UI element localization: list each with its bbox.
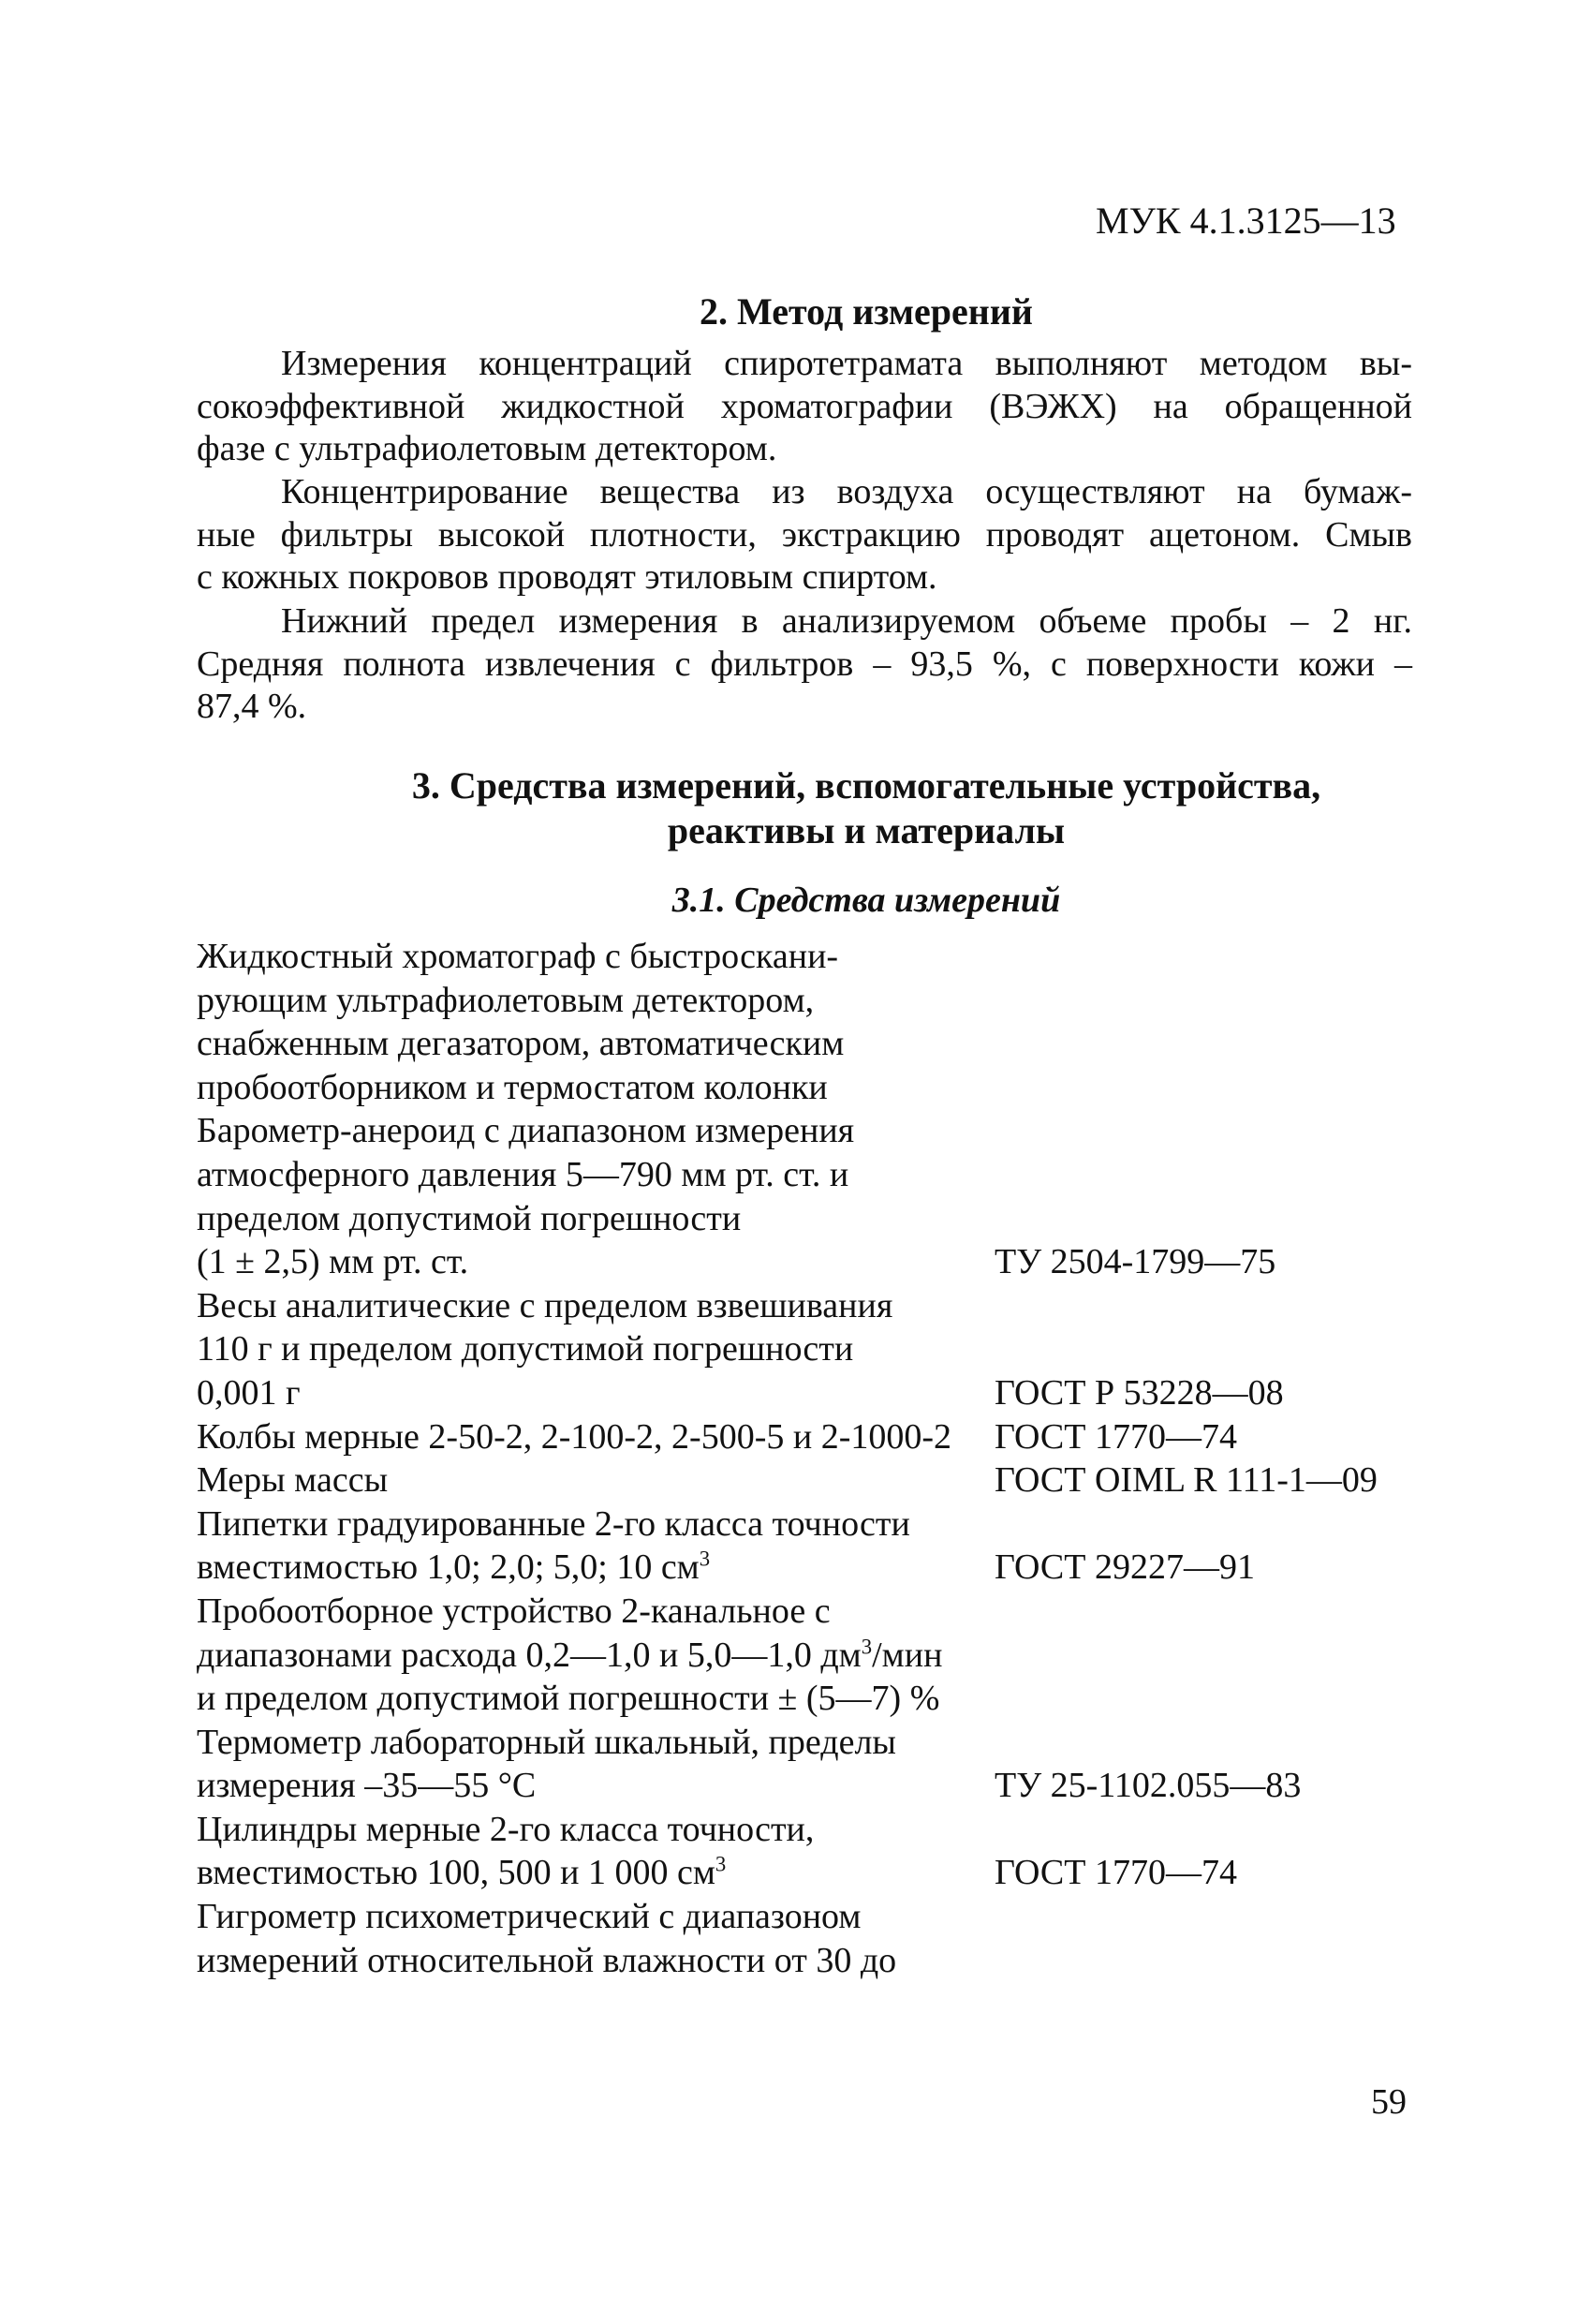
paragraph-line: с кожных покровов проводят этиловым спиртом. <box>197 557 937 597</box>
instrument-description <box>197 1109 995 1153</box>
section-2-title: 2. Метод измерений <box>700 290 1033 333</box>
standard-reference <box>995 1197 1452 1241</box>
paragraph-line: Средняя полнота извлечения с фильтров – 93,5 %, с поверхности кожи – <box>197 644 1412 684</box>
instrument-description-text: снабженным дегазатором, автоматическим <box>197 1024 845 1064</box>
instrument-description <box>197 1022 995 1066</box>
instrument-description-text: 0,001 г <box>197 1372 301 1413</box>
instrument-description <box>197 1634 995 1678</box>
instrument-description-text: вместимостью 1,0; 2,0; 5,0; 10 см <box>197 1547 700 1588</box>
instrument-description <box>197 1153 995 1197</box>
superscript-exponent: 3 <box>861 1634 873 1658</box>
standard-reference <box>995 1066 1452 1110</box>
paragraph-line: ные фильтры высокой плотности, экстракцию проводят ацетоном. Смыв <box>197 514 1412 555</box>
instrument-description <box>197 1721 995 1765</box>
instrument-description-text: Термометр лабораторный шкальный, пределы <box>197 1722 896 1762</box>
instrument-description-text: Пипетки градуированные 2-го класса точности <box>197 1503 910 1544</box>
instrument-description-text: Пробоотборное устройство 2-канальное с <box>197 1591 831 1631</box>
document-code: МУК 4.1.3125—13 <box>1096 200 1396 242</box>
instrument-description-text: атмосферного давления 5—790 мм рт. ст. и <box>197 1154 849 1194</box>
instrument-description <box>197 1415 995 1459</box>
instrument-description <box>197 1284 995 1328</box>
instrument-row <box>197 1197 1452 1241</box>
subsection-3-1-heading <box>0 879 1592 922</box>
instrument-description <box>197 1851 995 1895</box>
section-3-title-line-1: 3. Средства измерений, вспомогательные устройства, <box>411 764 1321 807</box>
instrument-description <box>197 1590 995 1634</box>
instrument-row <box>197 1022 1452 1066</box>
instrument-description-text: Меры массы <box>197 1460 389 1501</box>
standard-reference <box>995 1677 1452 1721</box>
instrument-description <box>197 1546 995 1590</box>
page-number: 59 <box>1371 2082 1407 2122</box>
standard-reference <box>995 1109 1452 1153</box>
instrument-description-text: Жидкостный хроматограф с быстроскани- <box>197 937 839 976</box>
paragraph-line: сокоэффективной жидкостной хроматографии (ВЭЖХ) на обращенной <box>197 386 1412 426</box>
instrument-row <box>197 1066 1452 1110</box>
instrument-row <box>197 1415 1452 1459</box>
standard-reference <box>995 1284 1452 1328</box>
instrument-description <box>197 1371 995 1415</box>
standard-reference: ГОСТ 1770—74 <box>995 1416 1237 1457</box>
instrument-description <box>197 1197 995 1241</box>
standard-reference <box>995 935 1452 979</box>
superscript-exponent: 3 <box>699 1547 711 1571</box>
instrument-description <box>197 1327 995 1371</box>
section-2-paragraph-3 <box>197 600 1412 729</box>
instrument-description <box>197 1458 995 1502</box>
standard-reference <box>995 1808 1452 1852</box>
section-2-heading <box>0 289 1592 334</box>
instrument-description <box>197 1764 995 1808</box>
instrument-row <box>197 1808 1452 1852</box>
instrument-row <box>197 1240 1452 1284</box>
instrument-description-text: Гигрометр психометрический с диапазоном <box>197 1897 862 1937</box>
standard-reference: ТУ 2504-1799—75 <box>995 1242 1276 1282</box>
instrument-description-text: и пределом допустимой погрешности ± (5—7) % <box>197 1679 940 1719</box>
instrument-description-text: измерения –35—55 °С <box>197 1766 537 1806</box>
instrument-description <box>197 1066 995 1110</box>
instrument-description <box>197 1895 995 1939</box>
instrument-description <box>197 1808 995 1852</box>
instrument-description <box>197 935 995 979</box>
instrument-row <box>197 1939 1452 1983</box>
instrument-row <box>197 979 1452 1023</box>
instrument-description-text: рующим ультрафиолетовым детектором, <box>197 980 815 1020</box>
standard-reference: ГОСТ OIML R 111-1—09 <box>995 1460 1378 1501</box>
standard-reference: ТУ 25-1102.055—83 <box>995 1766 1302 1806</box>
instrument-description-text: Барометр-анероид с диапазоном измерения <box>197 1111 855 1151</box>
paragraph-line: 87,4 %. <box>197 687 307 726</box>
instrument-description-text: Цилиндры мерные 2-го класса точности, <box>197 1809 815 1849</box>
standard-reference <box>995 1327 1452 1371</box>
standard-reference <box>995 1721 1452 1765</box>
instrument-row <box>197 1458 1452 1502</box>
instrument-description-text: пределом допустимой погрешности <box>197 1198 742 1238</box>
instrument-row <box>197 1634 1452 1678</box>
instrument-description-text: диапазонами расхода 0,2—1,0 и 5,0—1,0 дм <box>197 1635 862 1675</box>
instrument-row <box>197 1721 1452 1765</box>
instrument-row <box>197 1327 1452 1371</box>
standard-reference <box>995 979 1452 1023</box>
paragraph-line: Измерения концентраций спиротетрамата выполняют методом вы- <box>281 344 1412 383</box>
instrument-row <box>197 1546 1452 1590</box>
instrument-row <box>197 1371 1452 1415</box>
standard-reference <box>995 1895 1452 1939</box>
standard-reference: ГОСТ 29227—91 <box>995 1547 1255 1588</box>
section-2-paragraph-2 <box>197 471 1412 600</box>
standard-reference <box>995 1590 1452 1634</box>
instrument-row <box>197 1677 1452 1721</box>
section-3-title-line-2: реактивы и материалы <box>667 809 1066 851</box>
instrument-description <box>197 979 995 1023</box>
standard-reference <box>995 1502 1452 1547</box>
instrument-row <box>197 1284 1452 1328</box>
instrument-row <box>197 1502 1452 1547</box>
section-3-heading <box>0 763 1592 853</box>
instrument-description-text: пробоотборником и термостатом колонки <box>197 1067 828 1107</box>
standard-reference <box>995 1939 1452 1983</box>
standard-reference <box>995 1634 1452 1678</box>
instrument-row <box>197 1109 1452 1153</box>
paragraph-line: фазе с ультрафиолетовым детектором. <box>197 429 777 468</box>
instrument-description-text: 110 г и пределом допустимой погрешности <box>197 1329 854 1369</box>
instrument-description-text: Весы аналитические с пределом взвешивания <box>197 1285 893 1325</box>
instrument-description-text: измерений относительной влажности от 30 до <box>197 1940 897 1980</box>
instrument-description-text: Колбы мерные 2-50-2, 2-100-2, 2-500-5 и 2-1000-2 <box>197 1416 951 1457</box>
instrument-description <box>197 1939 995 1983</box>
instrument-list <box>197 935 1452 1982</box>
subsection-3-1-title: 3.1. Средства измерений <box>671 881 1061 920</box>
instrument-row <box>197 1153 1452 1197</box>
superscript-exponent: 3 <box>715 1852 727 1876</box>
instrument-row <box>197 1590 1452 1634</box>
instrument-row <box>197 1851 1452 1895</box>
paragraph-line: Нижний предел измерения в анализируемом объеме пробы – 2 нг. <box>281 601 1412 641</box>
instrument-row <box>197 1764 1452 1808</box>
instrument-description-text: (1 ± 2,5) мм рт. ст. <box>197 1242 469 1282</box>
instrument-row <box>197 1895 1452 1939</box>
paragraph-line: Концентрирование вещества из воздуха осуществляют на бумаж- <box>281 472 1412 511</box>
instrument-description <box>197 1502 995 1547</box>
standard-reference: ГОСТ Р 53228—08 <box>995 1372 1284 1413</box>
instrument-row <box>197 935 1452 979</box>
standard-reference: ГОСТ 1770—74 <box>995 1853 1237 1893</box>
section-2-paragraph-1 <box>197 343 1412 471</box>
instrument-description-suffix: /мин <box>872 1635 943 1675</box>
instrument-description-text: вместимостью 100, 500 и 1 000 см <box>197 1853 715 1893</box>
instrument-description <box>197 1677 995 1721</box>
standard-reference <box>995 1022 1452 1066</box>
standard-reference <box>995 1153 1452 1197</box>
instrument-description <box>197 1240 995 1284</box>
